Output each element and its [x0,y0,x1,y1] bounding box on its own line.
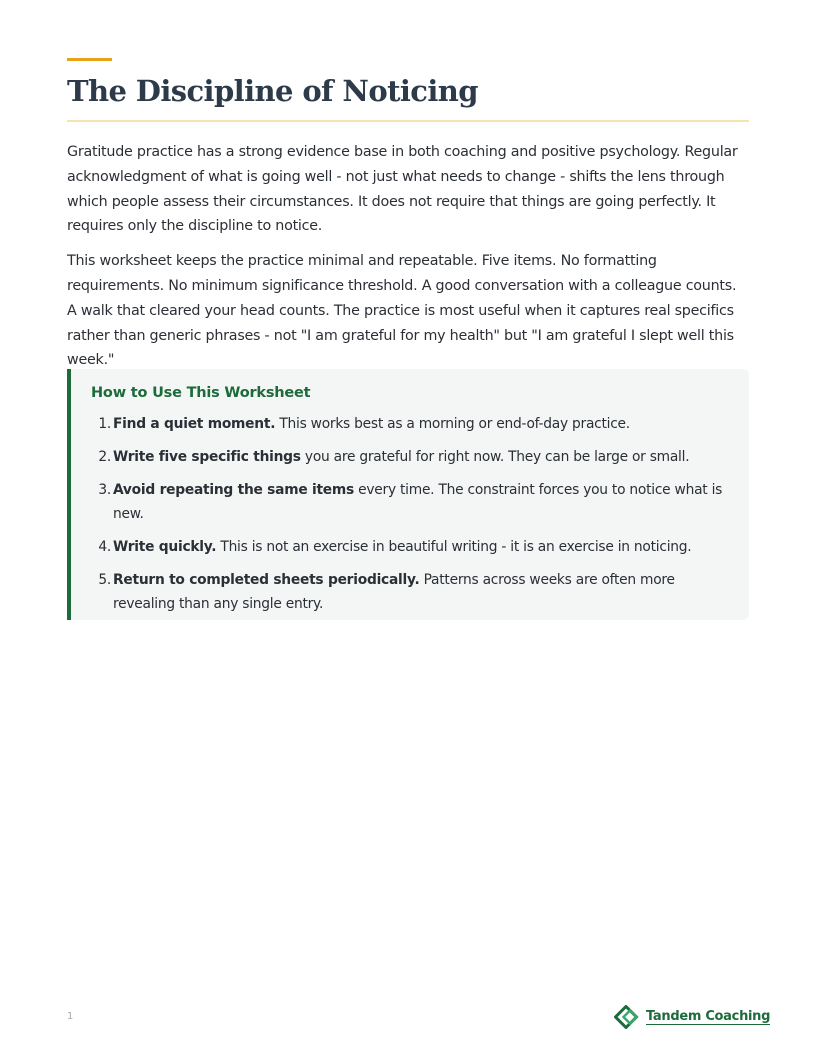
list-number: 1. [98,416,111,432]
list-item [91,535,731,559]
list-item-text: every time. The constraint forces you to notice what is new. [113,482,723,522]
list-item [91,478,731,526]
list-item-text: This works best as a morning or end-of-day practice. [275,416,630,432]
list-number: 2. [98,449,111,465]
intro-section [67,140,749,383]
page-number: 1 [67,1011,74,1022]
list-item-text: Patterns across weeks are often more revealing than any single entry. [113,572,675,612]
intro-paragraph: This worksheet keeps the practice minimal and repeatable. Five items. No formatting requirements. No minimum significance threshold. A good conversation with a colleague counts. A walk that cleared your head counts. The practice is most useful when it captures real specifics rather than generic phrases - not "I am grateful for my health" but "I am grateful I slept well this week." [67,253,737,369]
list-number: 5. [98,572,111,588]
intro-paragraph: Gratitude practice has a strong evidence base in both coaching and positive psychology. Regular acknowledgment of what is going well - not just what needs to change - shifts the lens through which people assess their circumstances. It does not require that things are going perfectly. It requires only the discipline to notice. [67,144,738,235]
title-accent-bar [67,58,112,61]
page-title: The Discipline of Noticing [67,74,478,108]
list-item-lead: Write quickly. [113,539,217,555]
title-divider [67,120,749,122]
list-number: 3. [98,482,111,498]
list-item-lead: Avoid repeating the same items [113,482,355,498]
list-item-text: This is not an exercise in beautiful writing - it is an exercise in noticing. [216,539,692,555]
how-to-callout [67,369,749,620]
how-to-title: How to Use This Worksheet [91,385,311,401]
list-item-lead: Return to completed sheets periodically. [113,572,420,588]
list-item-lead: Find a quiet moment. [113,416,276,432]
interlocked-diamonds-icon [614,1005,642,1029]
list-item [91,568,731,616]
brand-logo [614,1004,771,1030]
list-item [91,412,731,436]
list-item-text: you are grateful for right now. They can be large or small. [300,449,690,465]
how-to-list [91,412,731,625]
list-number: 4. [98,539,111,555]
list-item [91,445,731,469]
list-item-lead: Write five specific things [113,449,301,465]
brand-name: Tandem Coaching [646,1009,771,1024]
